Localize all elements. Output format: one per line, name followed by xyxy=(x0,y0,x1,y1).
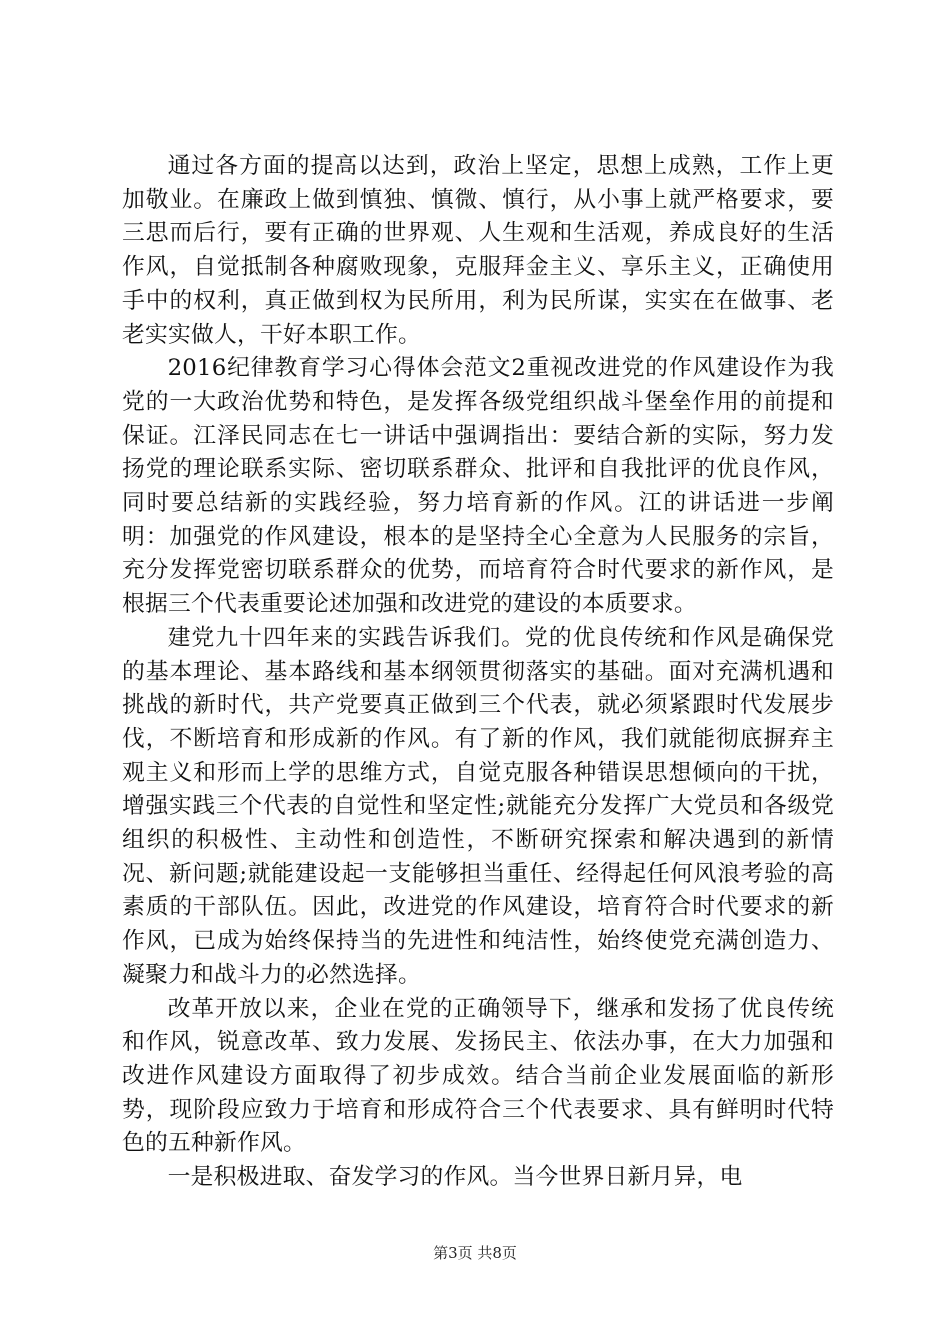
paragraph-1: 通过各方面的提高以达到，政治上坚定，思想上成熟，工作上更加敬业。在廉政上做到慎独、慎微、慎行，从小事上就严格要求，要三思而后行，要有正确的世界观、人生观和生活观，养成良好的生活作风，自觉抵制各种腐败现象，克服拜金主义、享乐主义，正确使用手中的权利，真正做到权为民所用，利为民所谋，实实在在做事、老老实实做人，干好本职工作。 xyxy=(122,153,834,348)
paragraph-4: 改革开放以来，企业在党的正确领导下，继承和发扬了优良传统和作风，锐意改革、致力发展、发扬民主、依法办事，在大力加强和改进作风建设方面取得了初步成效。结合当前企业发展面临的新形势，现阶段应致力于培育和形成符合三个代表要求、具有鲜明时代特色的五种新作风。 xyxy=(122,995,834,1157)
document-body xyxy=(122,150,834,1195)
paragraph-5: 一是积极进取、奋发学习的作风。当今世界日新月异，电 xyxy=(167,1164,743,1191)
page-number-footer: 第3页 共8页 xyxy=(433,1244,517,1262)
paragraph-2: 2016纪律教育学习心得体会范文2重视改进党的作风建设作为我党的一大政治优势和特色，是发挥各级党组织战斗堡垒作用的前提和保证。江泽民同志在七一讲话中强调指出：要结合新的实际，努力发扬党的理论联系实际、密切联系群众、批评和自我批评的优良作风，同时要总结新的实践经验，努力培育新的作风。江的讲话进一步阐明：加强党的作风建设，根本的是坚持全心全意为人民服务的宗旨，充分发挥党密切联系群众的优势，而培育符合时代要求的新作风，是根据三个代表重要论述加强和改进党的建设的本质要求。 xyxy=(122,355,834,618)
paragraph-3: 建党九十四年来的实践告诉我们。党的优良传统和作风是确保党的基本理论、基本路线和基本纲领贯彻落实的基础。面对充满机遇和挑战的新时代，共产党要真正做到三个代表，就必须紧跟时代发展步伐，不断培育和形成新的作风。有了新的作风，我们就能彻底摒弃主观主义和形而上学的思维方式，自觉克服各种错误思想倾向的干扰，增强实践三个代表的自觉性和坚定性;就能充分发挥广大党员和各级党组织的积极性、主动性和创造性，不断研究探索和解决遇到的新情况、新问题;就能建设起一支能够担当重任、经得起任何风浪考验的高素质的干部队伍。因此，改进党的作风建设，培育符合时代要求的新作风，已成为始终保持当的先进性和纯洁性，始终使党充满创造力、凝聚力和战斗力的必然选择。 xyxy=(122,624,834,988)
